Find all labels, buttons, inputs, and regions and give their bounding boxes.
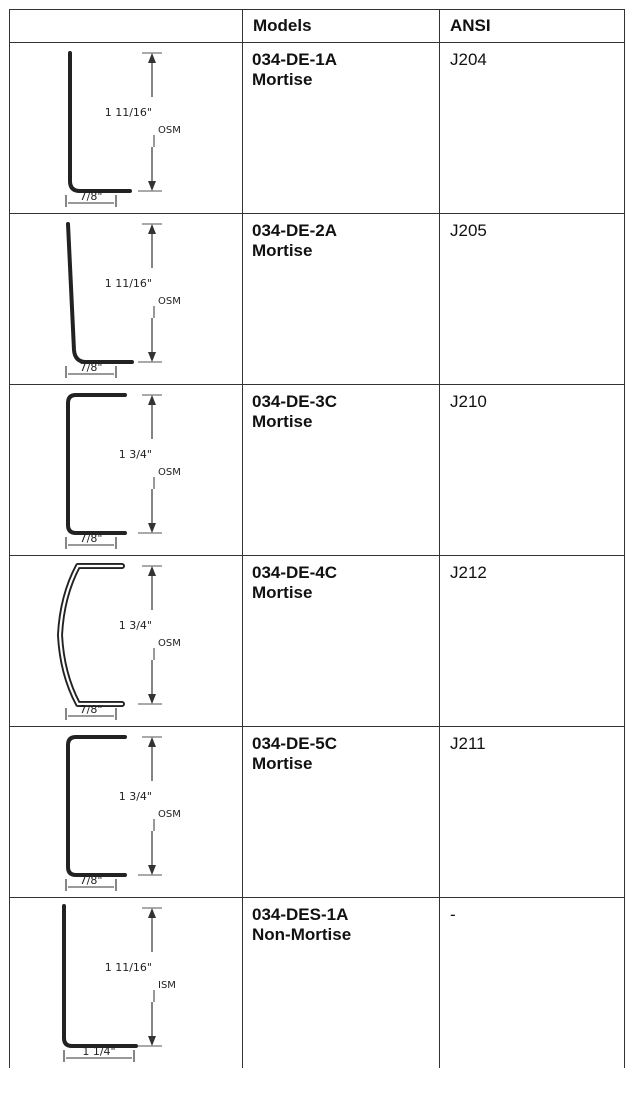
table-row <box>10 385 625 556</box>
mount-type-label: OSM <box>158 296 181 307</box>
model-cell <box>243 385 440 556</box>
header-figure <box>10 10 243 43</box>
width-dimension: 7/8" <box>79 532 103 545</box>
model-cell <box>243 727 440 898</box>
height-dimension: 1 3/4" <box>118 448 152 461</box>
model-number: 034-DE-5C <box>252 734 338 753</box>
table-row <box>10 214 625 385</box>
strike-outline <box>64 906 136 1046</box>
strike-profile-figure <box>10 556 243 727</box>
ansi-cell: J204 <box>440 43 625 214</box>
mount-type-label: OSM <box>158 809 181 820</box>
width-dimension: 7/8" <box>79 703 103 716</box>
mount-type-label: OSM <box>158 125 181 136</box>
model-type: Mortise <box>252 754 313 773</box>
strike-profile-figure <box>10 727 243 898</box>
model-cell <box>243 214 440 385</box>
height-dimension: 1 11/16" <box>104 277 152 290</box>
ansi-cell: J212 <box>440 556 625 727</box>
strike-profile-drawing <box>10 214 242 379</box>
table-row <box>10 43 625 214</box>
width-dimension: 7/8" <box>79 361 103 374</box>
model-number: 034-DES-1A <box>252 905 349 924</box>
ansi-cell: - <box>440 898 625 1069</box>
model-number: 034-DE-2A <box>252 221 338 240</box>
strike-outline <box>68 224 132 362</box>
width-dimension: 1 1/4" <box>82 1045 116 1058</box>
table-row <box>10 727 625 898</box>
table-header-row <box>10 10 625 43</box>
ansi-cell: J211 <box>440 727 625 898</box>
strike-profile-drawing <box>10 385 242 550</box>
model-number: 034-DE-1A <box>252 50 338 69</box>
strike-models-table <box>9 9 625 1068</box>
model-cell <box>243 43 440 214</box>
mount-type-label: OSM <box>158 467 181 478</box>
mount-type-label: ISM <box>158 980 176 991</box>
strike-profile-figure <box>10 385 243 556</box>
width-dimension: 7/8" <box>79 190 103 203</box>
model-cell <box>243 556 440 727</box>
width-dimension: 7/8" <box>79 874 103 887</box>
height-dimension: 1 11/16" <box>104 961 152 974</box>
header-models: Models <box>243 10 440 43</box>
height-dimension: 1 3/4" <box>118 619 152 632</box>
table-row <box>10 556 625 727</box>
strike-profile-figure <box>10 214 243 385</box>
ansi-cell: J210 <box>440 385 625 556</box>
model-type: Non-Mortise <box>252 925 352 944</box>
strike-profile-drawing <box>10 556 242 721</box>
strike-profile-drawing <box>10 43 242 208</box>
height-dimension: 1 3/4" <box>118 790 152 803</box>
model-number: 034-DE-3C <box>252 392 338 411</box>
model-cell <box>243 898 440 1069</box>
table-row <box>10 898 625 1069</box>
model-type: Mortise <box>252 70 313 89</box>
mount-type-label: OSM <box>158 638 181 649</box>
header-ansi: ANSI <box>440 10 625 43</box>
model-type: Mortise <box>252 412 313 431</box>
strike-profile-drawing <box>10 727 242 892</box>
strike-outline <box>70 53 130 191</box>
height-dimension: 1 11/16" <box>104 106 152 119</box>
strike-profile-figure <box>10 43 243 214</box>
model-type: Mortise <box>252 583 313 602</box>
strike-profile-drawing <box>10 898 242 1063</box>
ansi-cell: J205 <box>440 214 625 385</box>
strike-profile-figure <box>10 898 243 1069</box>
model-number: 034-DE-4C <box>252 563 338 582</box>
strike-outline <box>68 395 125 533</box>
strike-outline <box>68 737 125 875</box>
model-type: Mortise <box>252 241 313 260</box>
